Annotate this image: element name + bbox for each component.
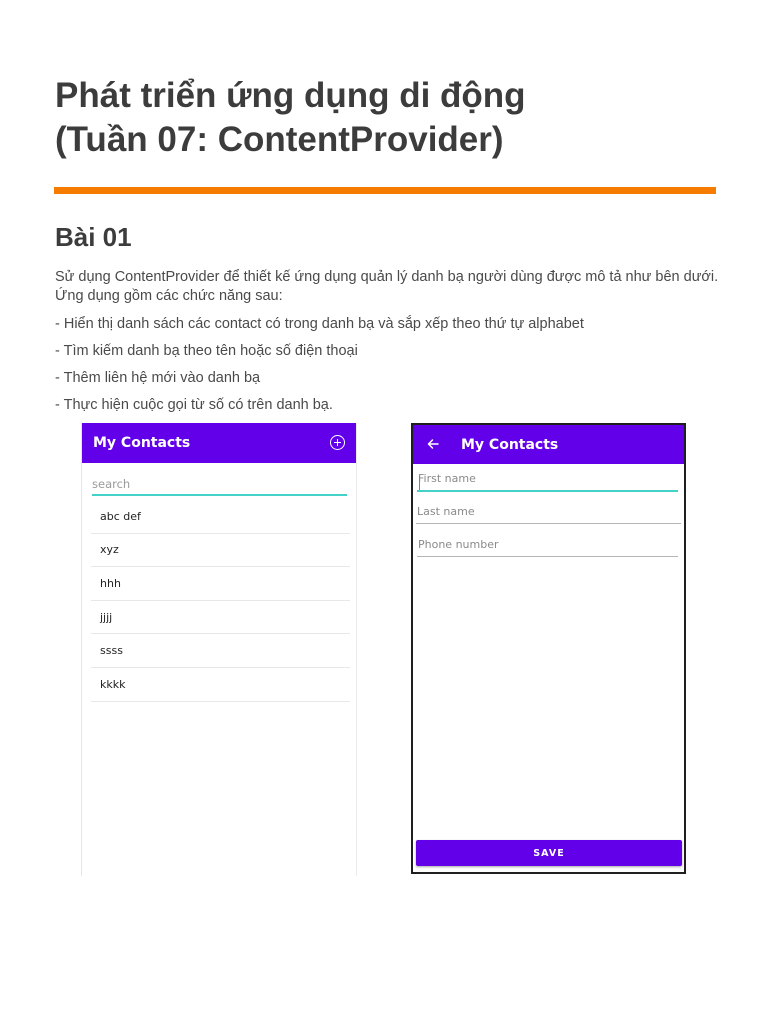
page-title-line-1: Phát triển ứng dụng di động [55, 76, 526, 115]
contact-list-item[interactable]: kkkk [91, 668, 350, 702]
orange-divider [54, 187, 716, 194]
phone-number-field[interactable] [417, 535, 678, 557]
page-title [55, 74, 735, 162]
contact-list-item[interactable]: ssss [91, 634, 350, 668]
contact-list [91, 500, 350, 702]
add-contact-screen [411, 423, 686, 874]
intro-paragraph: Sử dụng ContentProvider để thiết kế ứng dụng quản lý danh bạ người dùng được mô tả như bên dưới. Ứng dụng gồm các chức năng sau: [55, 269, 719, 304]
contact-list-item[interactable]: jjjj [91, 601, 350, 635]
app-bar-title: My Contacts [461, 437, 559, 453]
feature-bullet: - Thêm liên hệ mới vào danh bạ [55, 370, 261, 386]
search-input[interactable] [92, 476, 347, 496]
section-heading: Bài 01 [55, 222, 132, 252]
contact-list-item[interactable]: abc def [91, 500, 350, 534]
text-caret [419, 476, 420, 490]
last-name-field[interactable] [416, 502, 681, 524]
app-bar [82, 423, 356, 463]
contacts-list-screen [81, 423, 357, 876]
feature-bullet: - Hiển thị danh sách các contact có trong danh bạ và sắp xếp theo thứ tự alphabet [55, 316, 584, 332]
feature-bullet: - Thực hiện cuộc gọi từ số có trên danh bạ. [55, 397, 333, 413]
contact-list-item[interactable]: hhh [91, 567, 350, 601]
contact-list-item[interactable]: xyz [91, 534, 350, 568]
first-name-field[interactable] [417, 470, 678, 492]
app-bar [413, 425, 684, 464]
feature-bullet: - Tìm kiếm danh bạ theo tên hoặc số điện thoại [55, 343, 358, 359]
arrow-left-icon[interactable] [427, 438, 439, 450]
page-title-line-2: (Tuần 07: ContentProvider) [55, 120, 504, 159]
app-bar-title: My Contacts [93, 435, 191, 451]
save-button[interactable]: SAVE [416, 840, 682, 866]
add-circle-icon[interactable] [330, 435, 345, 450]
